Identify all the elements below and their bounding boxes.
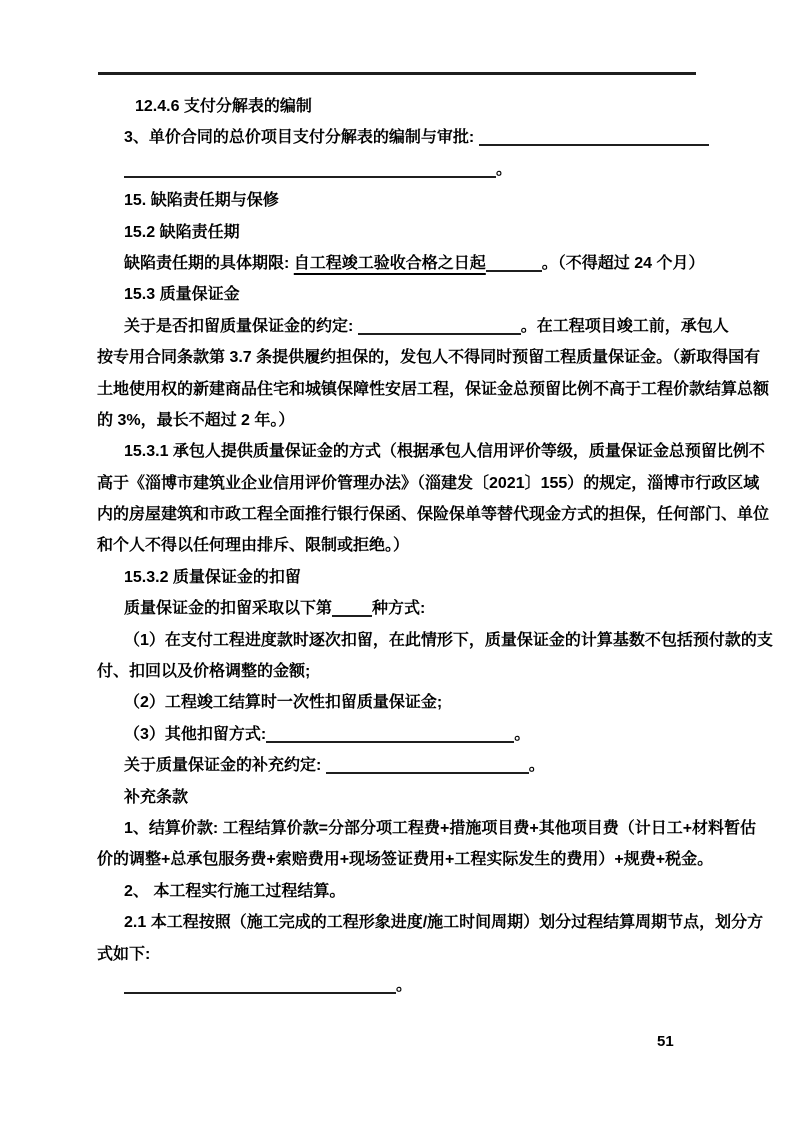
document-body: [97, 91, 773, 1001]
text-segment: 付、扣回以及价格调整的金额;: [97, 663, 311, 681]
text-segment: 1、结算价款: 工程结算价款=分部分项工程费+措施项目费+其他项目费（计日工+材料暂估: [124, 819, 757, 837]
text-segment: （2）工程竣工结算时一次性扣留质量保证金;: [124, 694, 443, 712]
text-segment: 。（不得超过 24 个月）: [541, 254, 705, 272]
text-segment: 3、单价合同的总价项目支付分解表的编制与审批:: [124, 129, 479, 147]
text-segment: 补充条款: [124, 788, 189, 806]
page-number: 51: [657, 1033, 674, 1050]
clause-process-settlement: [97, 876, 737, 907]
blank-fill-line: [358, 317, 521, 335]
text-segment: 15. 缺陷责任期与保修: [124, 192, 279, 210]
heading-15-3-1: [97, 436, 765, 467]
heading-15: [97, 185, 737, 216]
text-segment: 和个人不得以任何理由排斥、限制或拒绝。）: [97, 537, 410, 555]
clause-2-1-blank: [97, 970, 737, 1001]
text-segment: 15.3.2 质量保证金的扣留: [124, 568, 301, 586]
text-segment: 种方式:: [372, 600, 426, 618]
text-segment: 缺陷责任期的具体期限:: [124, 254, 294, 272]
heading-supplementary-terms: [97, 782, 737, 813]
text-segment: 15.3 质量保证金: [124, 286, 240, 304]
underlined-text: 自工程竣工验收合格之日起: [293, 254, 486, 272]
clause-15-3-1-continued: [97, 468, 760, 499]
heading-15-3-2: [97, 562, 737, 593]
clause-payment-breakdown: [97, 122, 737, 153]
text-segment: 式如下:: [97, 945, 151, 963]
clause-retention-agreement-continued: [97, 342, 761, 373]
clause-retention-method: [97, 593, 737, 624]
text-segment: 。: [396, 976, 413, 994]
clause-retention-method-3: [97, 719, 737, 750]
text-segment: 质量保证金的扣留采取以下第: [124, 600, 333, 618]
blank-fill-line: [332, 599, 372, 617]
clause-payment-breakdown-continued: [97, 154, 737, 185]
clause-retention-method-2: [97, 687, 737, 718]
text-segment: 的 3%，最长不超过 2 年。）: [97, 411, 295, 429]
clause-retention-agreement-continued: [97, 405, 737, 436]
text-segment: 15.2 缺陷责任期: [124, 223, 240, 241]
text-segment: 12.4.6 支付分解表的编制: [135, 98, 312, 115]
text-segment: 高于《淄博市建筑业企业信用评价管理办法》（淄建发〔2021〕155）的规定，淄博市行政区域: [97, 474, 760, 492]
clause-retention-method-1-continued: [97, 656, 737, 687]
text-segment: 。: [496, 160, 513, 178]
heading-15-3: [97, 279, 737, 310]
clause-retention-method-1: [97, 625, 773, 656]
text-segment: 2.1 本工程按照（施工完成的工程形象进度/施工时间周期）划分过程结算周期节点，划分方: [124, 914, 764, 932]
clause-settlement-price-continued: [97, 844, 737, 875]
text-segment: 。在工程项目竣工前，承包人: [520, 317, 729, 335]
text-segment: 。: [514, 725, 531, 743]
blank-fill-line: [266, 725, 514, 743]
text-segment: 15.3.1 承包人提供质量保证金的方式（根据承包人信用评价等级，质量保证金总预留比例不: [124, 443, 765, 461]
clause-2-1-continued: [97, 939, 737, 970]
text-segment: 。: [528, 757, 545, 775]
heading-12-4-6: [97, 91, 737, 122]
clause-defect-period: [97, 248, 737, 279]
text-segment: 按专用合同条款第 3.7 条提供履约担保的，发包人不得同时预留工程质量保证金。（新取得国有: [97, 349, 761, 367]
text-segment: 土地使用权的新建商品住宅和城镇保障性安居工程，保证金总预留比例不高于工程价款结算总额: [97, 380, 770, 398]
text-segment: 内的房屋建筑和市政工程全面推行银行保函、保险保单等替代现金方式的担保，任何部门、单位: [97, 506, 770, 524]
clause-settlement-price: [97, 813, 757, 844]
blank-fill-line: [486, 254, 542, 272]
text-segment: 价的调整+总承包服务费+索赔费用+现场签证费用+工程实际发生的费用）+规费+税金。: [97, 851, 714, 869]
blank-fill-line: [124, 160, 496, 178]
blank-fill-line: [124, 976, 396, 994]
clause-15-3-1-continued: [97, 499, 770, 530]
text-segment: （3）其他扣留方式:: [124, 725, 267, 743]
blank-fill-line: [479, 128, 709, 146]
text-segment: 2、 本工程实行施工过程结算。: [124, 882, 346, 900]
header-divider-line: [98, 72, 696, 75]
blank-fill-line: [326, 756, 529, 774]
clause-retention-supplement: [97, 750, 737, 781]
heading-15-2: [97, 217, 737, 248]
clause-2-1: [97, 907, 764, 938]
text-segment: 关于质量保证金的补充约定:: [124, 757, 326, 775]
clause-retention-agreement-continued: [97, 374, 770, 405]
text-segment: 关于是否扣留质量保证金的约定:: [124, 317, 358, 335]
clause-15-3-1-continued: [97, 530, 737, 561]
clause-retention-agreement: [97, 311, 737, 342]
text-segment: （1）在支付工程进度款时逐次扣留，在此情形下，质量保证金的计算基数不包括预付款的支: [124, 631, 773, 649]
